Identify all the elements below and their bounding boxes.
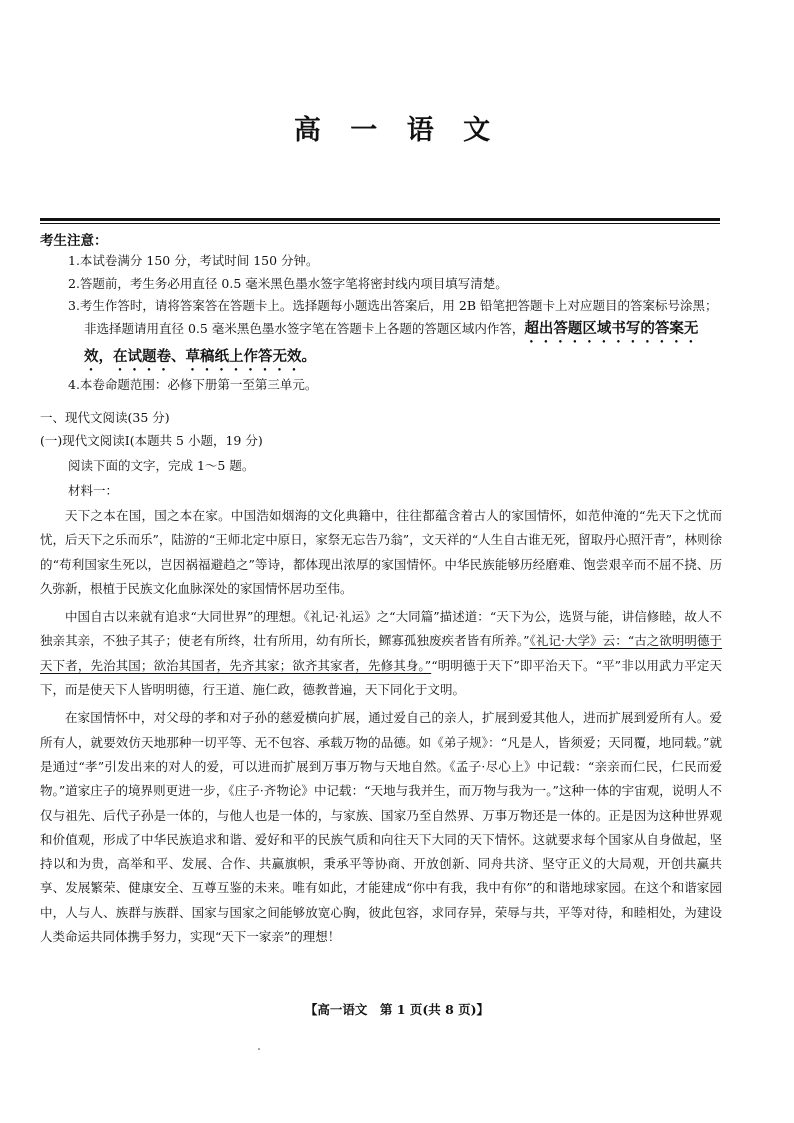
subsection-heading: (一)现代文阅读Ⅰ(本题共 5 小题，19 分) <box>40 433 263 448</box>
passage-p2-underlined: 《礼记·大学》云：“古之欲明明德于天下者，先治其国；欲治其国者，先齐其家；欲齐其家者，先修其身。” <box>40 633 722 673</box>
notice-item-1: 1.本试卷满分 150 分，考试时间 150 分钟。 <box>68 253 319 268</box>
page-footer: 【高一语文 第 1 页(共 8 页)】 <box>304 1002 490 1017</box>
notice-item-3-emphasis: 超出答题区域书写的答案无效，在试题卷、草稿纸上作答无效。 <box>84 319 699 365</box>
exam-title: 高 一 语 文 <box>293 115 501 146</box>
reading-instruction: 阅读下面的文字，完成 1～5 题。 <box>68 458 255 473</box>
notice-item-4: 4.本卷命题范围：必修下册第一至第三单元。 <box>68 376 318 392</box>
section-heading: 一、现代文阅读(35 分) <box>40 410 170 425</box>
passage-paragraph-2 <box>40 605 722 702</box>
notice-item-2: 2.答题前，考生务必用直径 0.5 毫米黑色墨水签字笔将密封线内项目填写清楚。 <box>68 275 508 291</box>
notice-heading: 考生注意： <box>40 233 108 249</box>
passage-p2-part-b: “明明德于天下”即平治天下。“平”非以用武力平定天下，而是使天下人皆明明德，行王道、施仁政，德教普遍，天下同化于文明。 <box>40 657 722 698</box>
passage-paragraph-1: 天下之本在国，国之本在家。中国浩如烟海的文化典籍中，往往都蕴含着古人的家国情怀，如范仲淹的“先天下之忧而忧，后天下之乐而乐”，陆游的“王师北定中原日，家祭无忘告乃翁”，文天祥的“人生自古谁无死，留取丹心照汗青”，林则徐的“苟利国家生死以，岂因祸福避趋之”等诗，都体现出浓厚的家国情怀。中华民族能够历经磨难、饱尝艰辛而不屈不挠、历久弥新，根植于民族文化血脉深处的家国情怀居功至伟。 <box>40 508 722 596</box>
notice-item-3-text: 3.考生作答时，请将答案答在答题卡上。选择题每小题选出答案后，用 2B 铅笔把答题卡上对应题目的答案标号涂黑；非选择题请用直径 0.5 毫米黑色墨水签字笔在答题卡上各题的答题区域内作答， <box>68 298 718 336</box>
scan-speck <box>258 1048 260 1050</box>
notice-list <box>68 250 724 396</box>
passage-paragraph-3: 在家国情怀中，对父母的孝和对子孙的慈爱横向扩展，通过爱自己的亲人，扩展到爱其他人，进而扩展到爱所有人。爱所有人，就要效仿天地那种一切平等、无不包容、承载万物的品德。如《弟子规》：“凡是人，皆须爱；天同覆，地同载。”就是通过“孝”引发出来的对人的爱，可以进而扩展到万事万物与天地自然。《孟子·尽心上》中记载：“亲亲而仁民，仁民而爱物。”道家庄子的境界则更进一步，《庄子·齐物论》中记载：“天地与我并生，而万物与我为一。”这种一体的宇宙观，说明人不仅与祖先、后代子孙是一体的，与他人也是一体的，与家族、国家乃至自然界、万事万物还是一体的。正是因为这种世界观和价值观，形成了中华民族追求和谐、爱好和平的民族气质和向往天下大同的天下情怀。这就要求每个国家从自身做起，坚持以和为贵，高举和平、发展、合作、共赢旗帜，秉承平等协商、开放创新、同舟共济、坚守正义的大局观，开创共赢共享、发展繁荣、健康安全、互尊互鉴的未来。唯有如此，才能建成“你中有我，我中有你”的和谐地球家园。在这个和谐家园中，人与人、族群与族群、国家与国家之间能够放宽心胸，彼此包容，求同存异，荣辱与共，平等对待，和睦相处，为建设人类命运共同体携手努力，实现“天下一家亲”的理想！ <box>40 710 722 945</box>
material-label: 材料一： <box>68 483 119 498</box>
reading-passage <box>40 504 722 953</box>
passage-p2-part-a: 中国自古以来就有追求“大同世界”的理想。《礼记·礼运》之“大同篇”描述道：“天下为公，选贤与能，讲信修睦，故人不独亲其亲，不独子其子；使老有所终，壮有所用，幼有所长，鳏寡孤独废疾者皆有所养。” <box>40 609 722 649</box>
header-rule-thin <box>40 223 720 224</box>
notice-item-3 <box>68 295 724 374</box>
header-rule-thick <box>40 218 720 221</box>
